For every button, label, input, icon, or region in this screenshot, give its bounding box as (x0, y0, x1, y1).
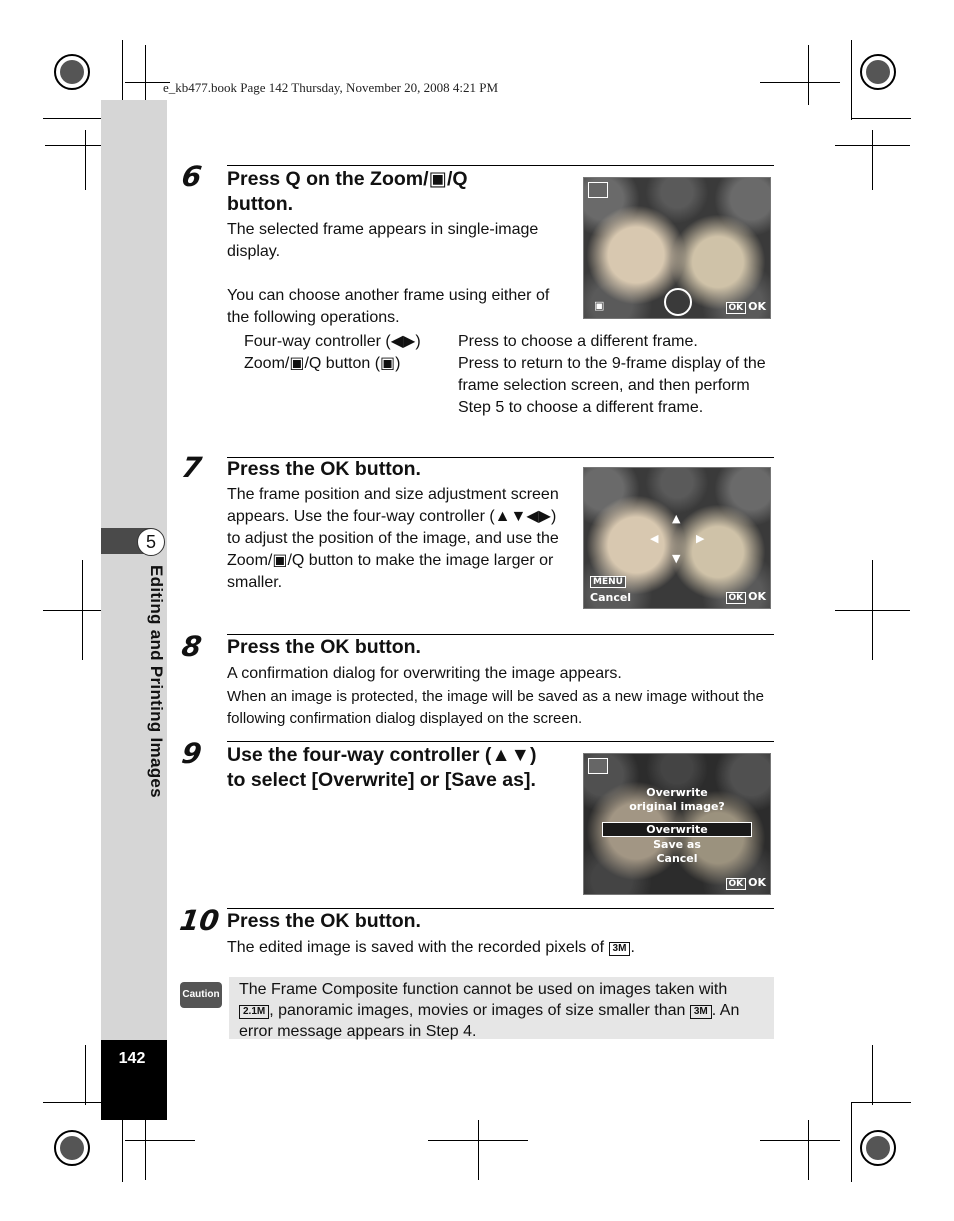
cancel-label: Cancel (590, 591, 632, 604)
table-cell: Zoom/▣/Q button (▣) (244, 355, 401, 372)
camera-screen (583, 753, 771, 895)
step-number: 10 (177, 904, 222, 937)
resolution-2-1m-icon: 2.1M (239, 1005, 269, 1019)
caution-icon: Caution (180, 982, 222, 1008)
chapter-number: 5 (137, 528, 165, 556)
up-arrow-icon: ▲ (672, 512, 681, 525)
resolution-3m-icon: 3M (690, 1005, 712, 1019)
print-header: e_kb477.book Page 142 Thursday, November 20, 2008 4:21 PM (163, 80, 499, 95)
step-heading: Press the OK button. (227, 458, 421, 480)
step-number: 7 (179, 451, 204, 484)
table-row (244, 331, 774, 353)
operations-table (244, 331, 774, 419)
step-number: 6 (179, 160, 204, 193)
resolution-3m-icon: 3M (609, 942, 631, 956)
chapter-title: Editing and Printing Images (147, 565, 166, 798)
step-note: When an image is protected, the image will be saved as a new image without the following confirmation dialog displayed on the screen. (227, 688, 764, 727)
ok-label: OK OK (726, 300, 767, 314)
page-number: 142 (118, 1050, 146, 1067)
step-body: The frame position and size adjustment screen appears. Use the four-way controller (▲▼◀▶) to adjust the position of the image, and use the Zoom/▣/Q button to make the image larger or smaller. (227, 486, 559, 591)
zoom-grid-icon: ▣ (594, 299, 605, 312)
step-heading: to select [Overwrite] or [Save as]. (227, 769, 536, 791)
caution-text: The Frame Composite function cannot be used on images taken with 2.1M , panoramic images, movies or images of size smaller than 3M . An error message appears in Step 4. (239, 981, 740, 1040)
step-body: You can choose another frame using either of the following operations. (227, 287, 550, 326)
crop-rosette-icon (858, 52, 898, 92)
step-body: A confirmation dialog for overwriting the image appears. (227, 665, 622, 682)
right-arrow-icon: ▶ (696, 532, 705, 545)
crop-rosette-icon (858, 1128, 898, 1168)
table-cell: Press to choose a different frame. (458, 333, 698, 350)
step-body: The edited image is saved with the recorded pixels of 3M . (227, 939, 635, 956)
option-overwrite[interactable]: Overwrite (602, 822, 752, 837)
camera-screen (583, 467, 771, 609)
frame-icon (588, 182, 608, 198)
dialog-question: original image? (629, 800, 725, 813)
step-heading: Press the OK button. (227, 636, 421, 658)
four-way-icon (664, 288, 692, 316)
option-save-as[interactable]: Save as (653, 838, 701, 851)
ok-label: OK OK (726, 876, 767, 890)
step-heading: Press Q on the Zoom/▣/Q (227, 168, 468, 190)
option-cancel[interactable]: Cancel (656, 852, 698, 865)
left-arrow-icon: ◀ (650, 532, 659, 545)
step-heading: Press the OK button. (227, 910, 421, 932)
dialog-question: Overwrite (646, 786, 708, 799)
step-number: 8 (179, 630, 204, 663)
crop-rosette-icon (52, 1128, 92, 1168)
down-arrow-icon: ▼ (672, 552, 681, 565)
step-body: The selected frame appears in single-image display. (227, 221, 539, 260)
table-cell: Four-way controller (◀▶) (244, 333, 421, 350)
ok-label: OK OK (726, 590, 767, 604)
step-number: 9 (179, 737, 204, 770)
crop-rosette-icon (52, 52, 92, 92)
table-row (244, 353, 774, 419)
camera-screen (583, 177, 771, 319)
step-heading: Use the four-way controller (▲▼) (227, 744, 537, 766)
table-cell: Press to return to the 9-frame display of the frame selection screen, and then perform Step 5 to choose a different frame. (458, 355, 766, 416)
step-heading: button. (227, 193, 294, 215)
menu-label: MENU (590, 574, 628, 588)
frame-icon (588, 758, 608, 774)
